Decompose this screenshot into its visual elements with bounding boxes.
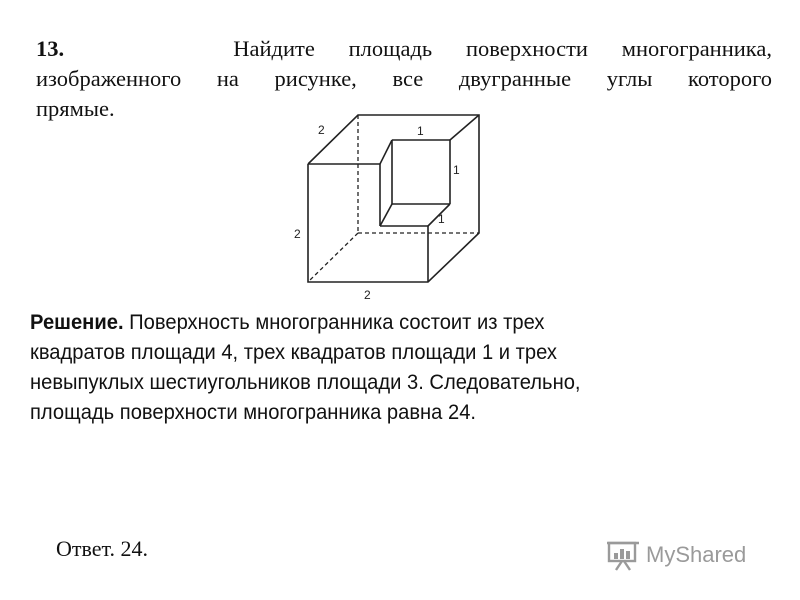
presentation-board-icon [606, 539, 640, 571]
edge-label-notch-right: 1 [453, 163, 460, 177]
problem-line-3: прямые. [36, 96, 115, 121]
solution-text [30, 308, 721, 428]
solution-heading: Решение. [30, 311, 124, 334]
edge-label-notch-bottom: 1 [438, 212, 445, 226]
answer-text: Ответ. 24. [56, 536, 148, 561]
myshared-logo [606, 538, 746, 572]
solution-line-3: невыпуклых шестиугольников площади 3. Следовательно, [30, 371, 581, 394]
solution-line-2: квадратов площади 4, трех квадратов площади 1 и трех [30, 341, 557, 364]
logo-text: MyShared [646, 542, 747, 567]
polyhedron-diagram [280, 108, 480, 308]
problem-line-2: изображенного на рисунке, все двугранные углы которого [36, 66, 772, 91]
solution-line-1 [30, 308, 721, 338]
edge-label-notch-top: 1 [417, 124, 424, 138]
problem-text-1: Найдите площадь поверхности многогранника, [233, 36, 773, 61]
edge-label-left: 2 [294, 227, 301, 241]
edge-label-top-left: 2 [318, 123, 325, 137]
problem-number: 13. [36, 36, 65, 61]
solution-text-1: Поверхность многогранника состоит из трех [129, 311, 545, 334]
problem-line-1 [36, 34, 772, 64]
edge-label-bottom: 2 [364, 288, 371, 302]
polyhedron-figure [280, 108, 480, 308]
solution-line-4: площадь поверхности многогранника равна 24. [30, 401, 477, 424]
